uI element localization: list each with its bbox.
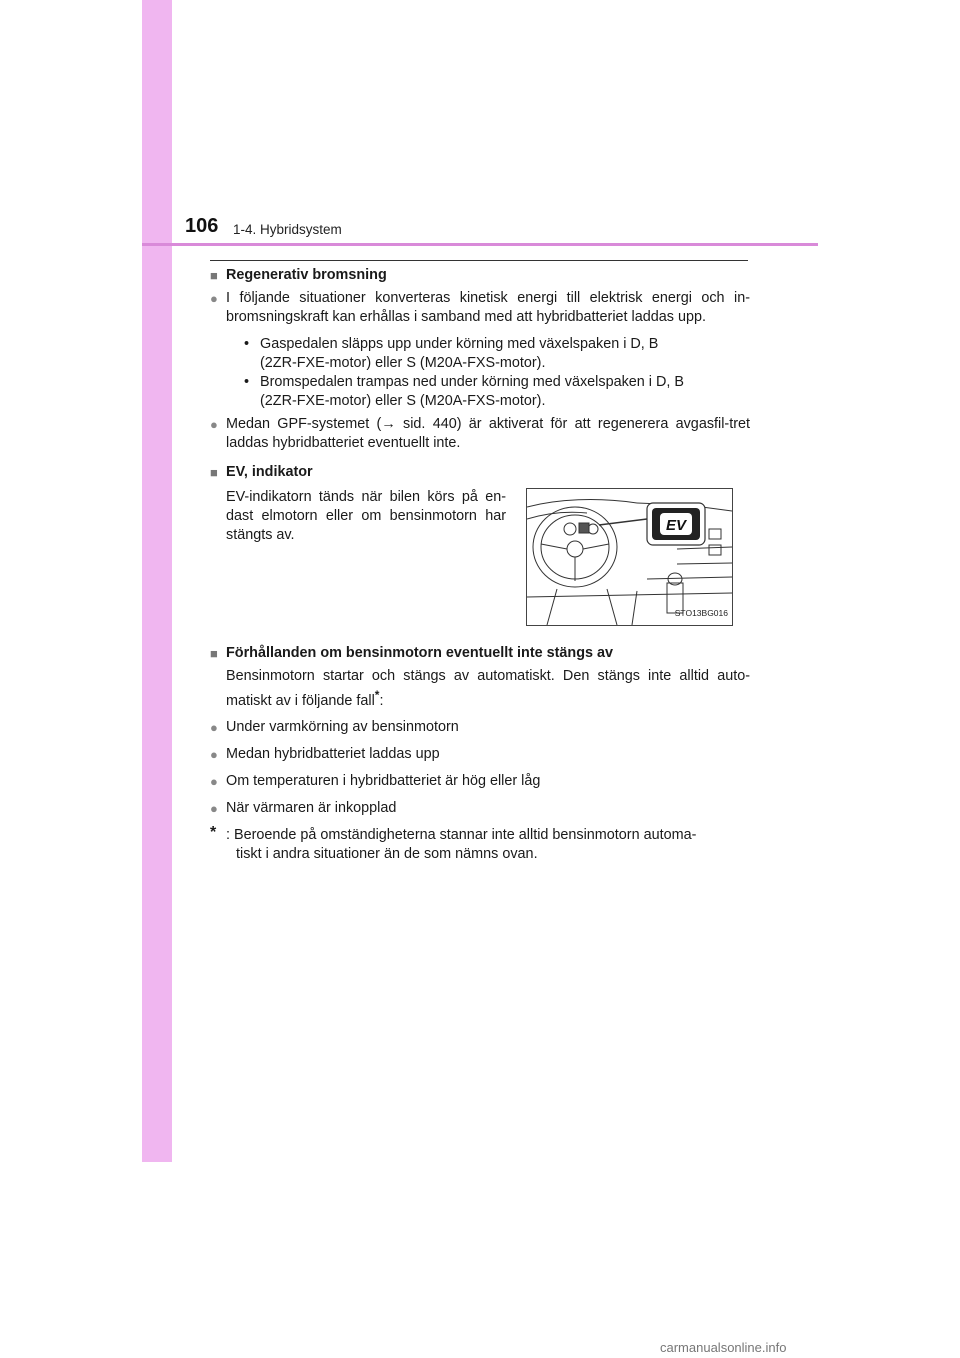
circle-bullet-icon: ● [210, 773, 218, 789]
bullet-text: Medan GPF-systemet (→ sid. 440) är aktiverat för att regenerera avgasfil-tret laddas hybridbatteriet eventuellt inte. [226, 416, 750, 451]
dot-bullet-icon: • [244, 336, 250, 352]
page-content [210, 266, 750, 864]
list-item-text: Medan hybridbatteriet laddas upp [226, 745, 440, 762]
circle-bullet-icon: ● [210, 719, 218, 735]
footnote-line2: tiskt i andra situationer än de som nämns ovan. [236, 845, 538, 862]
bullet-item [210, 289, 750, 327]
footnote-star: * [210, 823, 217, 841]
page-number: 106 [185, 215, 219, 237]
list-item-text: Om temperaturen i hybridbatteriet är hög eller låg [226, 772, 541, 789]
heading-text: Förhållanden om bensinmotorn eventuellt inte stängs av [226, 645, 614, 661]
ev-description: EV-indikatorn tänds när bilen körs på en-dast elmotorn eller om bensinmotorn har stängts av. [226, 489, 506, 543]
content-top-rule [210, 260, 748, 261]
engine-intro [210, 667, 750, 711]
list-item-text: Under varmkörning av bensinmotorn [226, 718, 459, 735]
watermark: carmanualsonline.info [660, 1340, 787, 1355]
circle-bullet-icon: ● [210, 417, 218, 432]
sub-bullet-item [210, 335, 750, 373]
ev-indicator-callout [647, 503, 705, 545]
list-item [210, 799, 750, 818]
circle-bullet-icon: ● [210, 291, 218, 306]
heading-text: Regenerativ bromsning [226, 267, 387, 283]
figure-code: STO13BG016 [674, 608, 728, 618]
heading-engine-conditions [210, 644, 750, 663]
list-item [210, 745, 750, 764]
heading-text: EV, indikator [226, 464, 313, 480]
circle-bullet-icon: ● [210, 800, 218, 816]
square-bullet-icon: ■ [210, 646, 218, 661]
ev-icon-label: EV [665, 517, 687, 534]
bullet-text: I följande situationer konverteras kinetisk energi till elektrisk energi och in-bromsningskraft kan erhållas i samband med att hybridbatteriet laddas upp. [226, 290, 750, 325]
dot-bullet-icon: • [244, 374, 250, 390]
header-divider [142, 243, 818, 246]
sub-bullet-text-line1: Gaspedalen släpps upp under körning med växelspaken i D, B [260, 336, 659, 352]
bullet-item [210, 415, 750, 453]
square-bullet-icon: ■ [210, 465, 218, 480]
sub-bullet-text-line2: (2ZR-FXE-motor) eller S (M20A-FXS-motor). [260, 393, 546, 409]
heading-regenerative-braking [210, 266, 750, 285]
dashboard-illustration [526, 488, 733, 626]
intro-text: Bensinmotorn startar och stängs av automatiskt. Den stängs inte alltid auto-matiskt av i följande fall [226, 668, 750, 709]
square-bullet-icon: ■ [210, 268, 218, 283]
heading-ev-indicator [210, 463, 750, 482]
chapter-sidebar-tab [142, 0, 172, 1162]
list-item [210, 772, 750, 791]
intro-colon: : [379, 692, 384, 709]
footnote [210, 823, 750, 864]
list-item-text: När värmaren är inkopplad [226, 799, 397, 816]
ev-indicator-block [210, 488, 750, 638]
list-item [210, 718, 750, 737]
footnote-line1: : Beroende på omständigheterna stannar inte alltid bensinmotorn automa- [226, 826, 697, 843]
circle-bullet-icon: ● [210, 746, 218, 762]
sub-bullet-text-line1: Bromspedalen trampas ned under körning med växelspaken i D, B [260, 374, 684, 390]
sub-bullet-text-line2: (2ZR-FXE-motor) eller S (M20A-FXS-motor). [260, 355, 546, 371]
sub-bullet-item [210, 373, 750, 411]
section-title: 1-4. Hybridsystem [233, 222, 342, 237]
footnote-marker: * [374, 688, 380, 702]
